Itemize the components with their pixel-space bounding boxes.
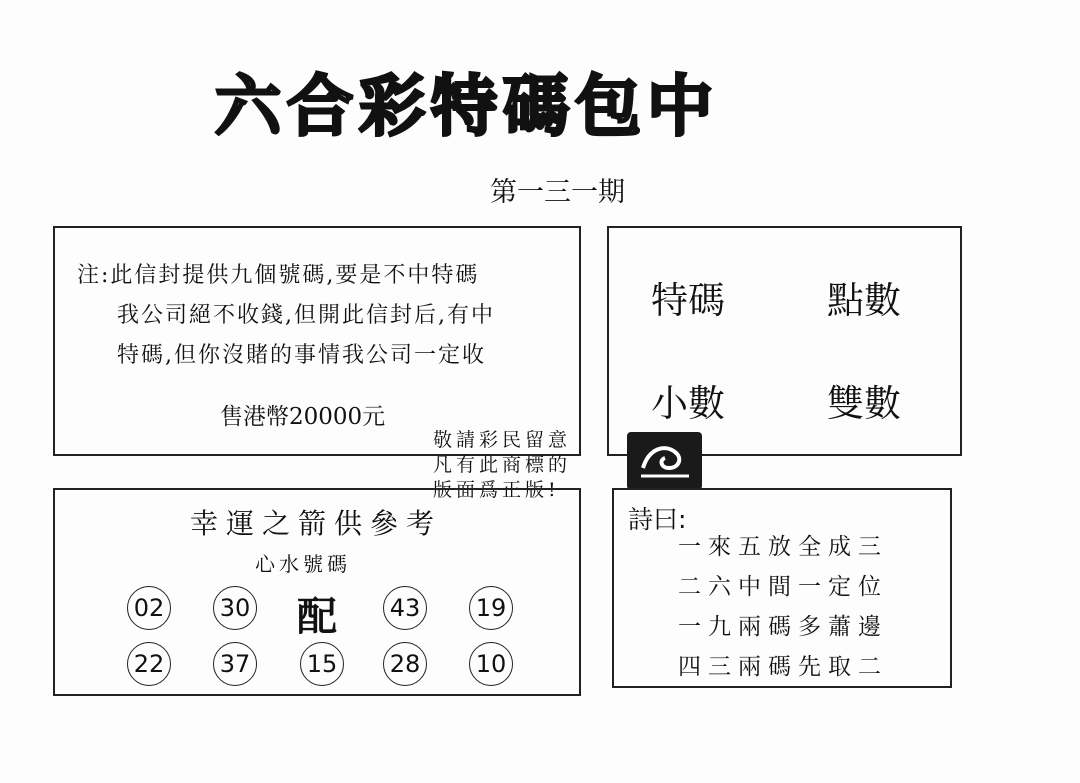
lucky-subtitle: 心水號碼 bbox=[255, 552, 351, 576]
poem-heading: 詩曰: bbox=[628, 505, 687, 534]
notice-line: 注:此信封提供九個號碼,要是不中特碼 bbox=[77, 263, 480, 288]
trademark-line: 凡有此商標的 bbox=[433, 454, 572, 476]
issue-number: 第一三一期 bbox=[490, 177, 625, 208]
page-title: 六合彩特碼包中 bbox=[215, 68, 719, 145]
lucky-title: 幸運之箭供參考 bbox=[190, 507, 443, 540]
lucky-numbers-box bbox=[53, 488, 581, 696]
number-ball: 10 bbox=[469, 642, 513, 686]
number-ball: 15 bbox=[300, 642, 344, 686]
number-ball: 22 bbox=[127, 642, 171, 686]
number-ball: 30 bbox=[213, 586, 257, 630]
notice-line: 特碼,但你沒賭的事情我公司一定收 bbox=[117, 343, 486, 368]
number-ball: 19 bbox=[469, 586, 513, 630]
attribute-special-code: 特碼 bbox=[651, 279, 725, 322]
trademark-line: 敬請彩民留意 bbox=[433, 429, 572, 451]
number-ball: 37 bbox=[213, 642, 257, 686]
attribute-small: 小數 bbox=[651, 382, 725, 425]
poem-line: 二六中間一定位 bbox=[678, 574, 888, 600]
poem-line: 一九兩碼多蕭邊 bbox=[678, 614, 888, 640]
notice-line: 我公司絕不收錢,但開此信封后,有中 bbox=[117, 303, 495, 328]
notice-box bbox=[53, 226, 581, 456]
attributes-box bbox=[607, 226, 962, 456]
attribute-points: 點數 bbox=[827, 279, 901, 322]
trademark-line: 版面爲正版! bbox=[433, 479, 560, 501]
poem-line: 四三兩碼先取二 bbox=[678, 654, 888, 680]
attribute-even: 雙數 bbox=[827, 382, 901, 425]
number-ball: 43 bbox=[383, 586, 427, 630]
price-text: 售港幣20000元 bbox=[220, 404, 386, 430]
poem-line: 一來五放全成三 bbox=[678, 534, 888, 560]
trademark-logo-icon bbox=[627, 432, 702, 490]
number-ball: 28 bbox=[383, 642, 427, 686]
pairing-character: 配 bbox=[297, 593, 337, 640]
number-ball: 02 bbox=[127, 586, 171, 630]
poem-box bbox=[612, 488, 952, 688]
